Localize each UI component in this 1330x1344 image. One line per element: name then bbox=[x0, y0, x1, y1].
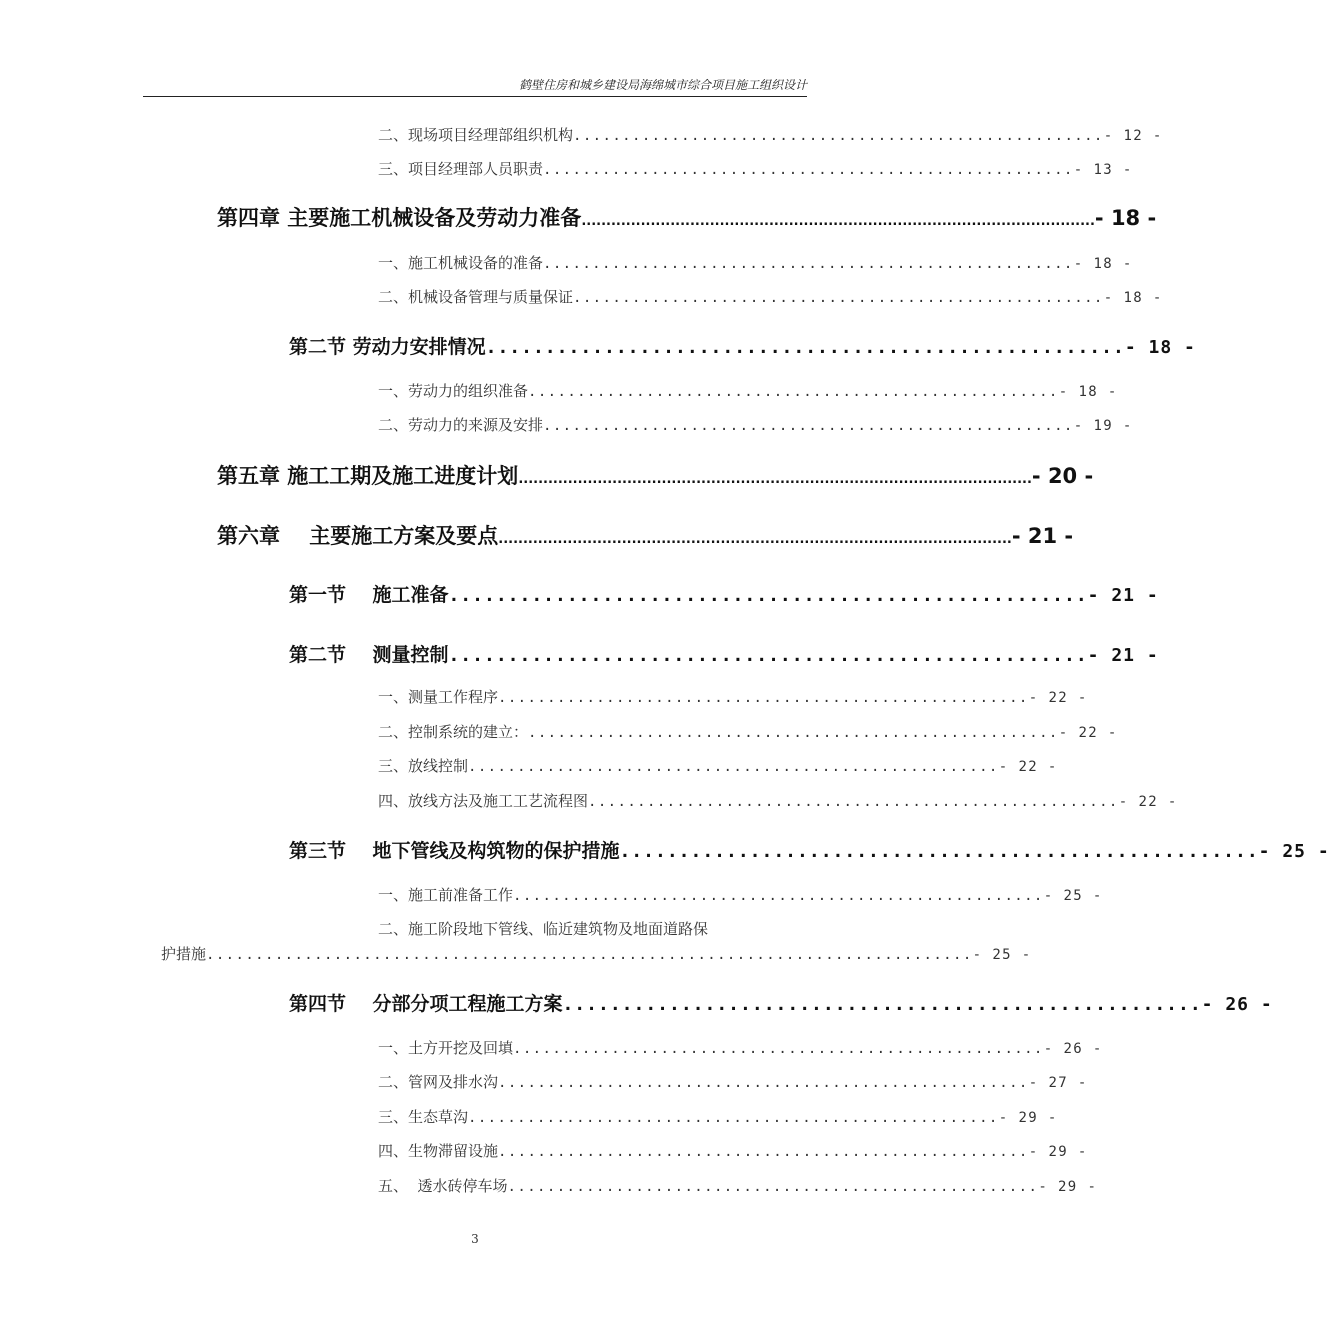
toc-entry-page: - 22 - bbox=[998, 759, 1058, 775]
toc-entry-page: - 18 - bbox=[1058, 384, 1118, 400]
toc-leader-dots: ...................................................... bbox=[619, 841, 1259, 862]
toc-chapter-page: - 21 - bbox=[1011, 524, 1074, 548]
toc-section-label: 第三节 地下管线及构筑物的保护措施 bbox=[289, 840, 620, 862]
toc-chapter-label: 第六章 主要施工方案及要点 bbox=[217, 524, 499, 548]
toc-leader-dots: ...................................................... bbox=[528, 725, 1059, 741]
toc-chapter[interactable] bbox=[217, 520, 1074, 550]
toc-entry-page: - 22 - bbox=[1118, 794, 1178, 810]
toc-leader-dots: ...................................................... bbox=[573, 128, 1104, 144]
toc-leader-dots: ...................................................... bbox=[507, 1179, 1039, 1195]
toc-entry-page: - 25 - bbox=[972, 947, 1032, 963]
toc-leader-dots: ........................................................................................................ bbox=[498, 532, 1012, 547]
toc-entry-label: 一、测量工作程序 bbox=[378, 688, 499, 706]
toc-entry-label: 二、控制系统的建立： bbox=[378, 723, 529, 741]
toc-entry[interactable] bbox=[378, 380, 1118, 401]
toc-section-page: - 18 - bbox=[1124, 337, 1196, 358]
toc-leader-dots: ...................................................... bbox=[468, 759, 999, 775]
toc-chapter-page: - 20 - bbox=[1031, 464, 1094, 488]
toc-leader-dots: ...................................................... bbox=[573, 290, 1104, 306]
toc-leader-dots: ...................................................... bbox=[543, 162, 1074, 178]
toc-entry[interactable] bbox=[378, 790, 1178, 811]
toc-entry-label: 二、现场项目经理部组织机构 bbox=[378, 126, 574, 144]
toc-entry-page: - 13 - bbox=[1073, 162, 1133, 178]
toc-chapter-label: 第四章 主要施工机械设备及劳动力准备 bbox=[217, 206, 582, 230]
toc-entry-label: 一、劳动力的组织准备 bbox=[378, 382, 529, 400]
toc-entry[interactable] bbox=[161, 943, 1032, 964]
toc-section-label: 第一节 施工准备 bbox=[289, 584, 449, 606]
toc-entry-page: - 25 - bbox=[1043, 888, 1103, 904]
toc-entry-page: - 29 - bbox=[1038, 1179, 1098, 1195]
toc-entry[interactable] bbox=[378, 286, 1163, 307]
toc-chapter[interactable] bbox=[217, 460, 1094, 490]
toc-entry[interactable] bbox=[378, 1071, 1088, 1092]
toc-entry[interactable] bbox=[378, 1175, 1098, 1196]
toc-entry-wrapped-line1[interactable]: 二、施工阶段地下管线、临近建筑物及地面道路保 bbox=[378, 920, 709, 938]
toc-leader-dots: .............................................................................. bbox=[206, 947, 973, 963]
toc-entry-label: 四、放线方法及施工工艺流程图 bbox=[378, 792, 589, 810]
toc-entry-label: 护措施 bbox=[161, 945, 207, 963]
toc-section[interactable] bbox=[289, 580, 1159, 607]
toc-entry[interactable] bbox=[378, 1037, 1103, 1058]
toc-entry-page: - 22 - bbox=[1028, 690, 1088, 706]
page-header bbox=[143, 78, 807, 97]
toc-leader-dots: ........................................................................................................ bbox=[581, 214, 1095, 229]
toc-entry[interactable] bbox=[378, 1140, 1088, 1161]
toc-section-label: 第四节 分部分项工程施工方案 bbox=[289, 993, 563, 1015]
toc-leader-dots: ...................................................... bbox=[543, 256, 1074, 272]
toc-entry[interactable] bbox=[378, 158, 1133, 179]
toc-leader-dots: ...................................................... bbox=[498, 1144, 1029, 1160]
toc-entry-label: 四、生物滞留设施 bbox=[378, 1142, 499, 1160]
toc-leader-dots: ...................................................... bbox=[513, 888, 1044, 904]
toc-leader-dots: ...................................................... bbox=[498, 690, 1029, 706]
toc-entry[interactable] bbox=[378, 755, 1058, 776]
toc-entry-page: - 27 - bbox=[1028, 1075, 1088, 1091]
toc-entry-label: 二、管网及排水沟 bbox=[378, 1073, 499, 1091]
toc-entry[interactable] bbox=[378, 414, 1133, 435]
toc-section-page: - 26 - bbox=[1201, 994, 1273, 1015]
toc-entry-page: - 26 - bbox=[1043, 1041, 1103, 1057]
toc-entry-page: - 18 - bbox=[1073, 256, 1133, 272]
toc-entry[interactable] bbox=[378, 1106, 1058, 1127]
toc-section-label: 第二节 劳动力安排情况 bbox=[289, 336, 486, 358]
toc-entry-page: - 19 - bbox=[1073, 418, 1133, 434]
toc-leader-dots: ...................................................... bbox=[513, 1041, 1044, 1057]
toc-entry-label: 二、机械设备管理与质量保证 bbox=[378, 288, 574, 306]
toc-entry-page: - 12 - bbox=[1103, 128, 1163, 144]
toc-leader-dots: ........................................................................................................ bbox=[518, 472, 1032, 487]
toc-leader-dots: ...................................................... bbox=[468, 1110, 999, 1126]
toc-entry-label: 一、施工前准备工作 bbox=[378, 886, 514, 904]
toc-entry-label: 三、放线控制 bbox=[378, 757, 469, 775]
toc-chapter-label: 第五章 施工工期及施工进度计划 bbox=[217, 464, 519, 488]
toc-section[interactable] bbox=[289, 332, 1196, 359]
toc-leader-dots: ...................................................... bbox=[485, 337, 1125, 358]
toc-entry-page: - 29 - bbox=[998, 1110, 1058, 1126]
toc-section-page: - 21 - bbox=[1087, 645, 1159, 666]
header-title: 鹤壁住房和城乡建设局海绵城市综合项目施工组织设计 bbox=[518, 78, 807, 92]
toc-leader-dots: ...................................................... bbox=[448, 585, 1088, 606]
toc-leader-dots: ...................................................... bbox=[562, 994, 1202, 1015]
toc-section-page: - 25 - bbox=[1258, 841, 1330, 862]
toc-section-label: 第二节 测量控制 bbox=[289, 644, 449, 666]
toc-section[interactable] bbox=[289, 836, 1330, 863]
toc-leader-dots: ...................................................... bbox=[448, 645, 1088, 666]
toc-entry[interactable] bbox=[378, 721, 1118, 742]
toc-section[interactable] bbox=[289, 989, 1273, 1016]
toc-leader-dots: ...................................................... bbox=[543, 418, 1074, 434]
toc-entry-label: 三、项目经理部人员职责 bbox=[378, 160, 544, 178]
toc-leader-dots: ...................................................... bbox=[498, 1075, 1029, 1091]
toc-entry[interactable] bbox=[378, 884, 1103, 905]
toc-entry[interactable] bbox=[378, 252, 1133, 273]
toc-chapter-page: - 18 - bbox=[1094, 206, 1157, 230]
toc-leader-dots: ...................................................... bbox=[528, 384, 1059, 400]
toc-entry-label: 一、土方开挖及回填 bbox=[378, 1039, 514, 1057]
toc-entry-label: 二、劳动力的来源及安排 bbox=[378, 416, 544, 434]
toc-entry[interactable] bbox=[378, 124, 1163, 145]
page-number: 3 bbox=[471, 1232, 479, 1246]
toc-entry[interactable] bbox=[378, 686, 1088, 707]
toc-chapter[interactable] bbox=[217, 202, 1157, 232]
toc-entry-label: 一、施工机械设备的准备 bbox=[378, 254, 544, 272]
toc-entry-label: 五、 透水砖停车场 bbox=[378, 1177, 508, 1195]
toc-entry-page: - 22 - bbox=[1058, 725, 1118, 741]
toc-section[interactable] bbox=[289, 640, 1159, 667]
toc-entry-label: 三、生态草沟 bbox=[378, 1108, 469, 1126]
toc-entry-page: - 29 - bbox=[1028, 1144, 1088, 1160]
toc-entry-page: - 18 - bbox=[1103, 290, 1163, 306]
toc-leader-dots: ...................................................... bbox=[588, 794, 1119, 810]
toc-section-page: - 21 - bbox=[1087, 585, 1159, 606]
